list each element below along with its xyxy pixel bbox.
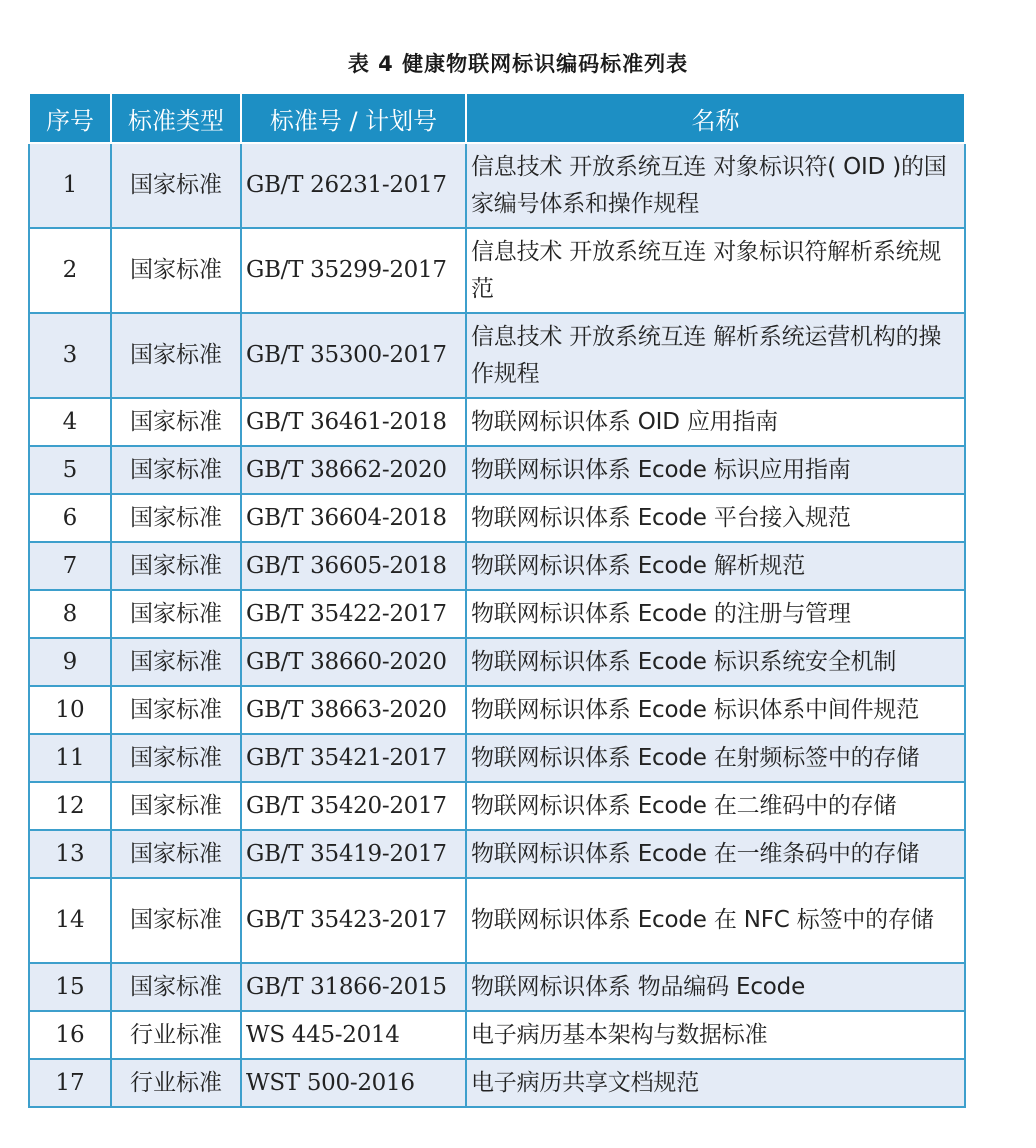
cell-name: 信息技术 开放系统互连 对象标识符解析系统规范 [466, 228, 965, 313]
cell-type: 国家标准 [111, 686, 241, 734]
cell-name: 物联网标识体系 Ecode 在射频标签中的存储 [466, 734, 965, 782]
table-row [29, 963, 965, 1011]
cell-type: 国家标准 [111, 590, 241, 638]
cell-code: WS 445-2014 [241, 1011, 466, 1059]
cell-name: 电子病历共享文档规范 [466, 1059, 965, 1107]
cell-code: GB/T 38663-2020 [241, 686, 466, 734]
table-row [29, 313, 965, 398]
cell-number: 2 [29, 228, 111, 313]
cell-number: 9 [29, 638, 111, 686]
cell-name: 物联网标识体系 Ecode 平台接入规范 [466, 494, 965, 542]
cell-code: GB/T 31866-2015 [241, 963, 466, 1011]
table-row [29, 686, 965, 734]
cell-number: 12 [29, 782, 111, 830]
column-header-type: 标准类型 [111, 93, 241, 143]
cell-type: 国家标准 [111, 494, 241, 542]
table-row [29, 830, 965, 878]
cell-name: 物联网标识体系 OID 应用指南 [466, 398, 965, 446]
cell-code: GB/T 36604-2018 [241, 494, 466, 542]
cell-number: 8 [29, 590, 111, 638]
cell-type: 国家标准 [111, 398, 241, 446]
cell-number: 17 [29, 1059, 111, 1107]
cell-number: 15 [29, 963, 111, 1011]
cell-code: WST 500-2016 [241, 1059, 466, 1107]
cell-number: 1 [29, 143, 111, 228]
cell-name: 信息技术 开放系统互连 解析系统运营机构的操作规程 [466, 313, 965, 398]
column-header-code: 标准号 / 计划号 [241, 93, 466, 143]
cell-type: 国家标准 [111, 963, 241, 1011]
table-row [29, 782, 965, 830]
cell-code: GB/T 36605-2018 [241, 542, 466, 590]
cell-number: 16 [29, 1011, 111, 1059]
table-row [29, 398, 965, 446]
cell-type: 行业标准 [111, 1011, 241, 1059]
cell-number: 10 [29, 686, 111, 734]
cell-number: 7 [29, 542, 111, 590]
table-row [29, 878, 965, 963]
cell-type: 国家标准 [111, 446, 241, 494]
cell-name: 物联网标识体系 物品编码 Ecode [466, 963, 965, 1011]
cell-name: 物联网标识体系 Ecode 标识应用指南 [466, 446, 965, 494]
cell-code: GB/T 35423-2017 [241, 878, 466, 963]
cell-number: 6 [29, 494, 111, 542]
cell-name: 物联网标识体系 Ecode 在一维条码中的存储 [466, 830, 965, 878]
cell-name: 电子病历基本架构与数据标准 [466, 1011, 965, 1059]
cell-number: 13 [29, 830, 111, 878]
cell-code: GB/T 35422-2017 [241, 590, 466, 638]
table-row [29, 446, 965, 494]
cell-number: 14 [29, 878, 111, 963]
cell-type: 国家标准 [111, 734, 241, 782]
cell-name: 物联网标识体系 Ecode 的注册与管理 [466, 590, 965, 638]
table-row [29, 1011, 965, 1059]
cell-code: GB/T 35420-2017 [241, 782, 466, 830]
table-row [29, 228, 965, 313]
table-row [29, 590, 965, 638]
cell-code: GB/T 35299-2017 [241, 228, 466, 313]
cell-type: 国家标准 [111, 830, 241, 878]
table-row [29, 542, 965, 590]
cell-name: 物联网标识体系 Ecode 标识体系中间件规范 [466, 686, 965, 734]
cell-name: 物联网标识体系 Ecode 在 NFC 标签中的存储 [466, 878, 965, 963]
cell-name: 信息技术 开放系统互连 对象标识符( OID )的国家编号体系和操作规程 [466, 143, 965, 228]
cell-code: GB/T 26231-2017 [241, 143, 466, 228]
cell-number: 5 [29, 446, 111, 494]
cell-name: 物联网标识体系 Ecode 解析规范 [466, 542, 965, 590]
table-row [29, 734, 965, 782]
cell-code: GB/T 38662-2020 [241, 446, 466, 494]
cell-type: 国家标准 [111, 638, 241, 686]
cell-number: 3 [29, 313, 111, 398]
table-header-row [29, 93, 965, 143]
cell-code: GB/T 36461-2018 [241, 398, 466, 446]
column-header-name: 名称 [466, 93, 965, 143]
table-row [29, 1059, 965, 1107]
cell-name: 物联网标识体系 Ecode 标识系统安全机制 [466, 638, 965, 686]
cell-type: 国家标准 [111, 313, 241, 398]
cell-type: 国家标准 [111, 542, 241, 590]
cell-type: 行业标准 [111, 1059, 241, 1107]
cell-code: GB/T 35419-2017 [241, 830, 466, 878]
cell-number: 11 [29, 734, 111, 782]
cell-number: 4 [29, 398, 111, 446]
cell-code: GB/T 35421-2017 [241, 734, 466, 782]
cell-type: 国家标准 [111, 228, 241, 313]
cell-type: 国家标准 [111, 878, 241, 963]
table-row [29, 638, 965, 686]
cell-code: GB/T 38660-2020 [241, 638, 466, 686]
standards-table [28, 92, 966, 1108]
table-row [29, 494, 965, 542]
table-row [29, 143, 965, 228]
cell-type: 国家标准 [111, 143, 241, 228]
cell-name: 物联网标识体系 Ecode 在二维码中的存储 [466, 782, 965, 830]
cell-type: 国家标准 [111, 782, 241, 830]
cell-code: GB/T 35300-2017 [241, 313, 466, 398]
column-header-number: 序号 [29, 93, 111, 143]
table-caption: 表 4 健康物联网标识编码标准列表 [347, 52, 689, 76]
